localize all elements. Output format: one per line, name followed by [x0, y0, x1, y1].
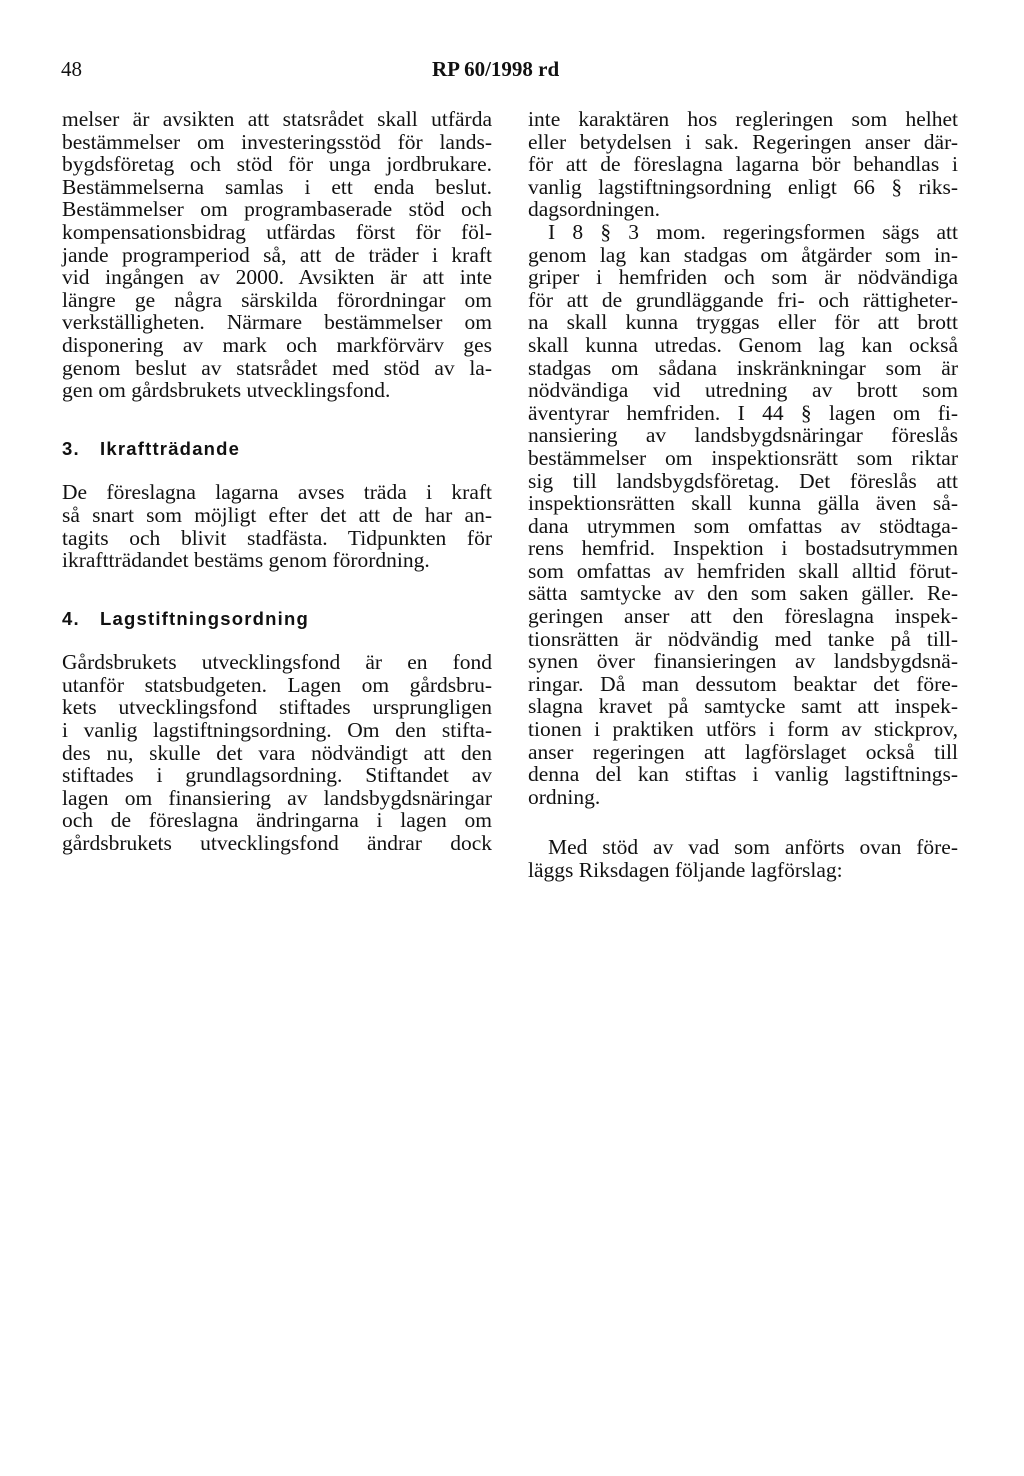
section-heading-3	[62, 438, 492, 461]
text-line: dana utrymmen som omfattas av stödtaga-	[528, 513, 958, 538]
text-line: tionen i praktiken utförs i form av stickprov,	[528, 717, 958, 742]
text-line: så snart som möjligt efter det att de har an-	[62, 502, 492, 527]
section-title: Lagstiftningsordning	[100, 607, 309, 629]
text-line: stiftades i grundlagsordning. Stiftandet av	[62, 763, 492, 788]
text-line: bestämmelser om inspektionsrätt som riktar	[528, 445, 958, 470]
text-line: i vanlig lagstiftningsordning. Om den stifta-	[62, 718, 492, 743]
text-line: Gårdsbrukets utvecklingsfond är en fond	[62, 650, 492, 675]
text-line: vanlig lagstiftningsordning enligt 66 § riks-	[528, 174, 958, 199]
text-line: De föreslagna lagarna avses träda i kraft	[62, 480, 492, 505]
text-line: tagits och blivit stadfästa. Tidpunkten för	[62, 525, 492, 550]
section-heading-4	[62, 608, 492, 631]
text-line: ordning.	[528, 784, 601, 809]
text-line: inspektionsrätten skall kunna gälla även så-	[528, 491, 958, 516]
text-line: läggs Riksdagen följande lagförslag:	[528, 858, 843, 882]
text-line: Med stöd av vad som anförts ovan före-	[548, 835, 958, 860]
text-line: griper i hemfriden och som är nödvändiga	[528, 265, 958, 290]
text-line: äventyrar hemfriden. I 44 § lagen om fi-	[528, 400, 958, 425]
text-line: sig till landsbygdsföretag. Det föreslås att	[528, 468, 958, 493]
text-line: lagen om finansiering av landsbygdsnäringar	[62, 785, 492, 810]
text-line: disponering av mark och markförvärv ges	[62, 332, 492, 357]
text-line: kompensationsbidrag utfärdas först för föl-	[62, 219, 492, 244]
text-line: ikraftträdandet bestäms genom förordning.	[62, 548, 430, 573]
text-line: längre ge några särskilda förordningar om	[62, 287, 492, 312]
section-number: 4.	[62, 607, 80, 629]
paragraph	[528, 221, 958, 808]
text-line: verkställigheten. Närmare bestämmelser om	[62, 310, 492, 335]
text-line: genom beslut av statsrådet med stöd av la-	[62, 355, 492, 380]
text-line: dagsordningen.	[528, 197, 660, 222]
right-column	[528, 108, 958, 882]
text-line: denna del kan stiftas i vanlig lagstiftnings-	[528, 762, 958, 787]
text-line: eller betydelsen i sak. Regeringen anser där-	[528, 129, 958, 154]
paragraph	[62, 108, 492, 402]
text-line: genom lag kan stadgas om åtgärder som in-	[528, 242, 958, 267]
running-head: RP 60/1998 rd	[432, 57, 560, 81]
section-number: 3.	[62, 437, 80, 459]
paragraph	[528, 108, 958, 221]
text-line: nödvändiga vid utredning av brott som	[528, 378, 958, 403]
text-line: nansiering av landsbygdsnäringar föreslås	[528, 423, 958, 448]
text-line: des nu, skulle det vara nödvändigt att den	[62, 740, 492, 765]
text-line: melser är avsikten att statsrådet skall utfärda	[62, 107, 492, 131]
section-title: Ikraftträdande	[100, 437, 241, 459]
text-line: gen om gårdsbrukets utvecklingsfond.	[62, 378, 391, 403]
text-line: na skall kunna tryggas eller för att brott	[528, 310, 958, 335]
text-line: utanför statsbudgeten. Lagen om gårdsbru-	[62, 672, 492, 697]
text-line: synen över finansieringen av landsbygdsnä-	[528, 649, 958, 674]
paragraph	[62, 651, 492, 854]
text-line: skall kunna utredas. Genom lag kan också	[528, 332, 958, 357]
text-line: för att de föreslagna lagarna bör behandlas i	[528, 152, 958, 177]
text-line: vid ingången av 2000. Avsikten är att inte	[62, 265, 492, 290]
text-line: Bestämmelser om programbaserade stöd och	[62, 197, 492, 222]
text-line: I 8 § 3 mom. regeringsformen sägs att	[548, 219, 958, 244]
left-column	[62, 108, 492, 855]
text-line: rens hemfrid. Inspektion i bostadsutrymmen	[528, 536, 958, 561]
text-line: anser regeringen att lagförslaget också till	[528, 739, 958, 764]
text-line: Bestämmelserna samlas i ett enda beslut.	[62, 174, 492, 199]
text-line: bestämmelser om investeringsstöd för lands-	[62, 129, 492, 154]
text-line: och de föreslagna ändringarna i lagen om	[62, 808, 492, 833]
text-line: jande programperiod så, att de träder i kraft	[62, 242, 492, 267]
text-line: ringar. Då man dessutom beaktar det före-	[528, 671, 958, 696]
text-line: geringen anser att den föreslagna inspek-	[528, 604, 958, 629]
paragraph	[528, 836, 958, 881]
text-line: kets utvecklingsfond stiftades ursprungligen	[62, 695, 492, 720]
text-line: sätta samtycke av den som saken gäller. Re-	[528, 581, 958, 606]
text-line: gårdsbrukets utvecklingsfond ändrar dock	[62, 831, 492, 856]
text-line: bygdsföretag och stöd för unga jordbrukare.	[62, 152, 492, 177]
text-line: för att de grundläggande fri- och rättigheter-	[528, 287, 958, 312]
paragraph	[62, 481, 492, 571]
text-line: som omfattas av hemfriden skall alltid förut-	[528, 558, 958, 583]
text-line: inte karaktären hos regleringen som helhet	[528, 107, 958, 131]
text-line: tionsrätten är nödvändig med tanke på till-	[528, 626, 958, 651]
text-line: stadgas om sådana inskränkningar som är	[528, 355, 958, 380]
page-number: 48	[61, 57, 82, 81]
text-line: slagna kravet på samtycke samt att inspek-	[528, 694, 958, 719]
